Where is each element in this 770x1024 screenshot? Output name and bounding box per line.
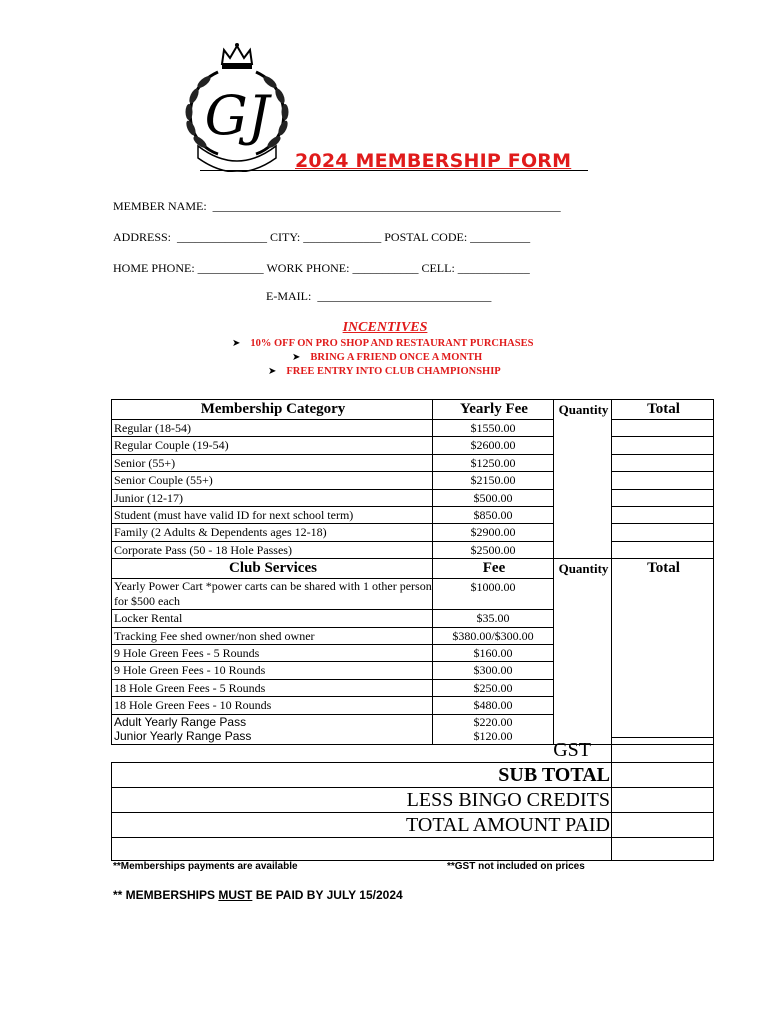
service-fee: $250.00 [433, 679, 554, 696]
table-row [112, 437, 714, 454]
total-cell[interactable] [612, 524, 714, 541]
membership-fee: $2150.00 [433, 472, 554, 489]
service-name: 9 Hole Green Fees - 5 Rounds [112, 645, 433, 662]
table-row [112, 524, 714, 541]
gst-label: GST [112, 738, 612, 763]
email-field[interactable]: E-MAIL: _____________________________ [266, 289, 492, 303]
table-row [112, 454, 714, 471]
service-name: Adult Yearly Range Pass [114, 714, 247, 729]
arrow-bullet-icon: ➤ [232, 338, 241, 349]
service-fee: $35.00 [433, 610, 554, 627]
membership-fee: $850.00 [433, 507, 554, 524]
bingo-credits-row [112, 788, 714, 813]
services-header-row [112, 559, 714, 579]
fee-table [111, 399, 714, 745]
service-fee: $160.00 [433, 645, 554, 662]
services-total-cell[interactable]: Total [612, 559, 714, 744]
service-name: Tracking Fee shed owner/non shed owner [112, 627, 433, 644]
incentive-item: ➤ BRING A FRIEND ONCE A MONTH [292, 352, 483, 363]
membership-name: Senior Couple (55+) [112, 472, 433, 489]
payment-deadline: ** MEMBERSHIPS MUST BE PAID BY JULY 15/2024 [113, 888, 403, 902]
incentive-item: ➤ 10% OFF ON PRO SHOP AND RESTAURANT PURCHASES [232, 338, 534, 349]
membership-fee: $2500.00 [433, 541, 554, 558]
total-paid-amount-cell[interactable] [612, 813, 714, 838]
total-cell[interactable] [612, 507, 714, 524]
total-paid-label: TOTAL AMOUNT PAID [112, 813, 612, 838]
arrow-bullet-icon: ➤ [292, 352, 301, 363]
membership-category-header: Membership Category [112, 400, 433, 420]
club-services-header: Club Services [112, 559, 433, 579]
total-cell[interactable] [612, 454, 714, 471]
address-field[interactable]: ADDRESS: _______________ CITY: _____________ POSTAL CODE: __________ [113, 230, 531, 244]
membership-name: Student (must have valid ID for next school term) [112, 507, 433, 524]
table-row [112, 472, 714, 489]
summary-table [111, 737, 714, 861]
total-cell[interactable] [612, 472, 714, 489]
yearly-fee-header: Yearly Fee [433, 400, 554, 420]
crown-icon [222, 43, 252, 69]
services-quantity-cell[interactable]: Quantity [554, 559, 612, 744]
blank-amount-cell[interactable] [612, 838, 714, 861]
membership-quantity-cell[interactable]: Quantity [554, 400, 612, 559]
service-fee: $220.00 [473, 714, 513, 729]
sub-total-row [112, 763, 714, 788]
blank-row [112, 838, 714, 861]
table-row [112, 541, 714, 558]
membership-fee: $1550.00 [433, 420, 554, 437]
sub-total-amount-cell[interactable] [612, 763, 714, 788]
arrow-bullet-icon: ➤ [268, 366, 277, 377]
total-cell[interactable] [612, 541, 714, 558]
total-cell[interactable] [612, 489, 714, 506]
service-fee: $120.00 [473, 729, 513, 744]
service-fee: $300.00 [433, 662, 554, 679]
service-name: Yearly Power Cart *power carts can be shared with 1 other person for $500 each [112, 579, 433, 610]
service-fee: $380.00/$300.00 [433, 627, 554, 644]
table-row [112, 420, 714, 437]
club-logo [178, 42, 296, 172]
service-name: 18 Hole Green Fees - 10 Rounds [112, 697, 433, 714]
service-name: Locker Rental [112, 610, 433, 627]
membership-name: Senior (55+) [112, 454, 433, 471]
fee-header: Fee [433, 559, 554, 579]
total-cell[interactable] [612, 437, 714, 454]
payments-note: **Memberships payments are available [113, 861, 298, 872]
bingo-credits-amount-cell[interactable] [612, 788, 714, 813]
page-title: 2024 MEMBERSHIP FORM [295, 150, 572, 172]
membership-header-row [112, 400, 714, 420]
service-fee: $1000.00 [433, 579, 554, 610]
membership-fee: $2900.00 [433, 524, 554, 541]
membership-name: Family (2 Adults & Dependents ages 12-18) [112, 524, 433, 541]
membership-fee: $1250.00 [433, 454, 554, 471]
logo-monogram: GJ [204, 84, 270, 147]
gst-row [112, 738, 714, 763]
membership-fee: $500.00 [433, 489, 554, 506]
service-name: Junior Yearly Range Pass [114, 729, 252, 744]
gst-amount-cell[interactable] [612, 738, 714, 763]
incentive-item: ➤ FREE ENTRY INTO CLUB CHAMPIONSHIP [268, 366, 501, 377]
membership-name: Regular (18-54) [112, 420, 433, 437]
blank-cell [112, 838, 612, 861]
membership-name: Regular Couple (19-54) [112, 437, 433, 454]
phone-field[interactable]: HOME PHONE: ___________ WORK PHONE: ___________ CELL: ____________ [113, 261, 530, 275]
member-name-field[interactable]: MEMBER NAME: __________________________________________________________ [113, 199, 561, 213]
table-row [112, 489, 714, 506]
gst-note: **GST not included on prices [447, 861, 585, 872]
membership-fee: $2600.00 [433, 437, 554, 454]
service-fee: $480.00 [433, 697, 554, 714]
membership-name: Corporate Pass (50 - 18 Hole Passes) [112, 541, 433, 558]
membership-name: Junior (12-17) [112, 489, 433, 506]
total-paid-row [112, 813, 714, 838]
service-name: 18 Hole Green Fees - 5 Rounds [112, 679, 433, 696]
total-header: Total [612, 400, 714, 420]
bingo-credits-label: LESS BINGO CREDITS [112, 788, 612, 813]
table-row [112, 507, 714, 524]
total-cell[interactable] [612, 420, 714, 437]
service-name: 9 Hole Green Fees - 10 Rounds [112, 662, 433, 679]
sub-total-label: SUB TOTAL [112, 763, 612, 788]
incentives-title: INCENTIVES [342, 320, 428, 335]
